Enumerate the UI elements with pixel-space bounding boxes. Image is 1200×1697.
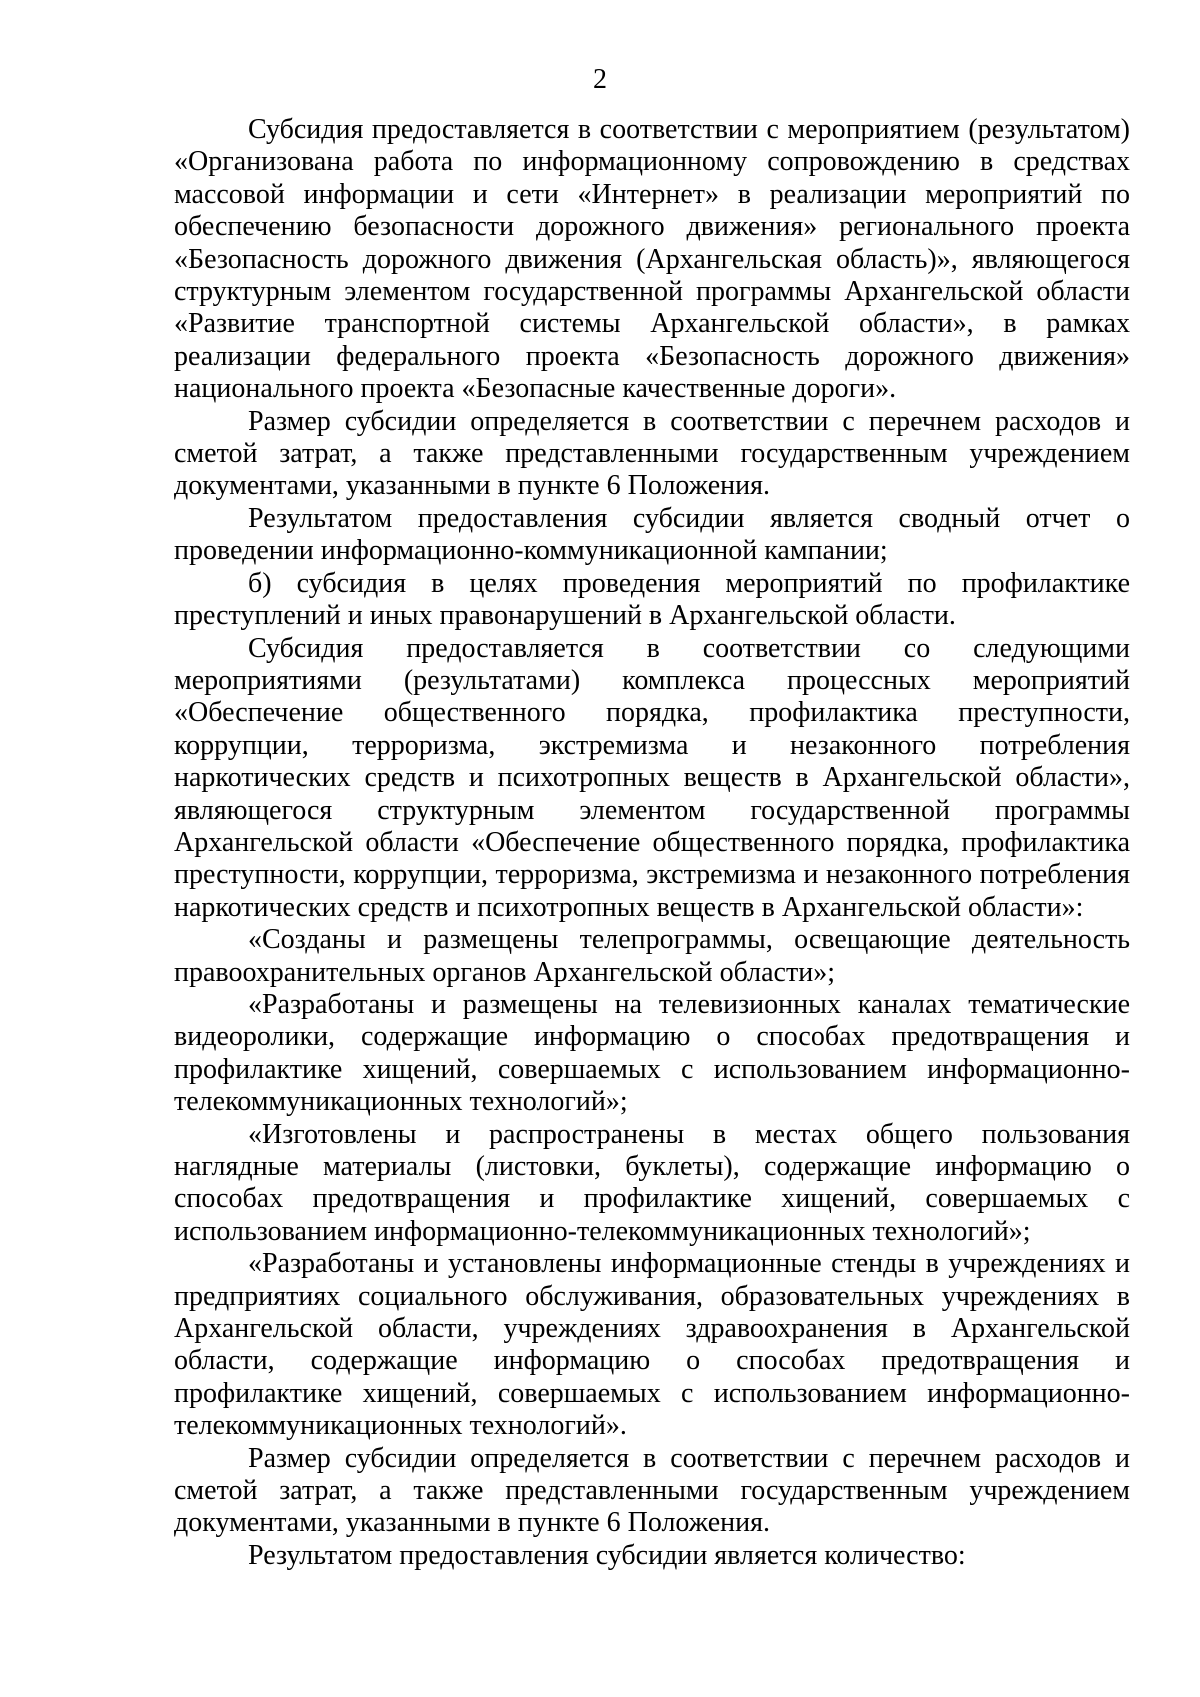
paragraph: «Разработаны и размещены на телевизионных каналах тематические видеоролики, содержащие информацию о способах предотвращения и профилактике хищений, совершаемых с использованием информационно-телекоммуникационных технологий»; [174,988,1130,1118]
paragraph: Субсидия предоставляется в соответствии с мероприятием (результатом) «Организована работа по информационному сопровождению в средствах массовой информации и сети «Интернет» в реализации мероприятий по обеспечению безопасности дорожного движения» регионального проекта «Безопасность дорожного движения (Архангельская область)», являющегося структурным элементом государственной программы Архангельской области «Развитие транспортной системы Архангельской области», в рамках реализации федерального проекта «Безопасность дорожного движения» национального проекта «Безопасные качественные дороги». [174,114,1130,405]
page-number: 2 [593,64,607,95]
paragraph: Результатом предоставления субсидии является сводный отчет о проведении информационно-коммуникационной кампании; [174,502,1130,567]
document-body [174,114,1130,1572]
paragraph: Размер субсидии определяется в соответствии с перечнем расходов и сметой затрат, а также представленными государственным учреждением документами, указанными в пункте 6 Положения. [174,1442,1130,1539]
paragraph: Результатом предоставления субсидии является количество: [248,1539,966,1571]
paragraph: Размер субсидии определяется в соответствии с перечнем расходов и сметой затрат, а также представленными государственным учреждением документами, указанными в пункте 6 Положения. [174,405,1130,502]
paragraph: Субсидия предоставляется в соответствии со следующими мероприятиями (результатами) комплекса процессных мероприятий «Обеспечение общественного порядка, профилактика преступности, коррупции, терроризма, экстремизма и незаконного потребления наркотических средств и психотропных веществ в Архангельской области», являющегося структурным элементом государственной программы Архангельской области «Обеспечение общественного порядка, профилактика преступности, коррупции, терроризма, экстремизма и незаконного потребления наркотических средств и психотропных веществ в Архангельской области»: [174,632,1130,923]
paragraph: «Созданы и размещены телепрограммы, освещающие деятельность правоохранительных органов Архангельской области»; [174,924,1130,988]
paragraph: «Разработаны и установлены информационные стенды в учреждениях и предприятиях социального обслуживания, образовательных учреждениях в Архангельской области, учреждениях здравоохранения в Архангельской области, содержащие информацию о способах предотвращения и профилактике хищений, совершаемых с использованием информационно-телекоммуникационных технологий». [174,1248,1130,1442]
paragraph: «Изготовлены и распространены в местах общего пользования наглядные материалы (листовки, буклеты), содержащие информацию о способах предотвращения и профилактике хищений, совершаемых с использованием информационно-телекоммуникационных технологий»; [174,1118,1130,1247]
paragraph: б) субсидия в целях проведения мероприятий по профилактике преступлений и иных правонарушений в Архангельской области. [174,567,1130,632]
